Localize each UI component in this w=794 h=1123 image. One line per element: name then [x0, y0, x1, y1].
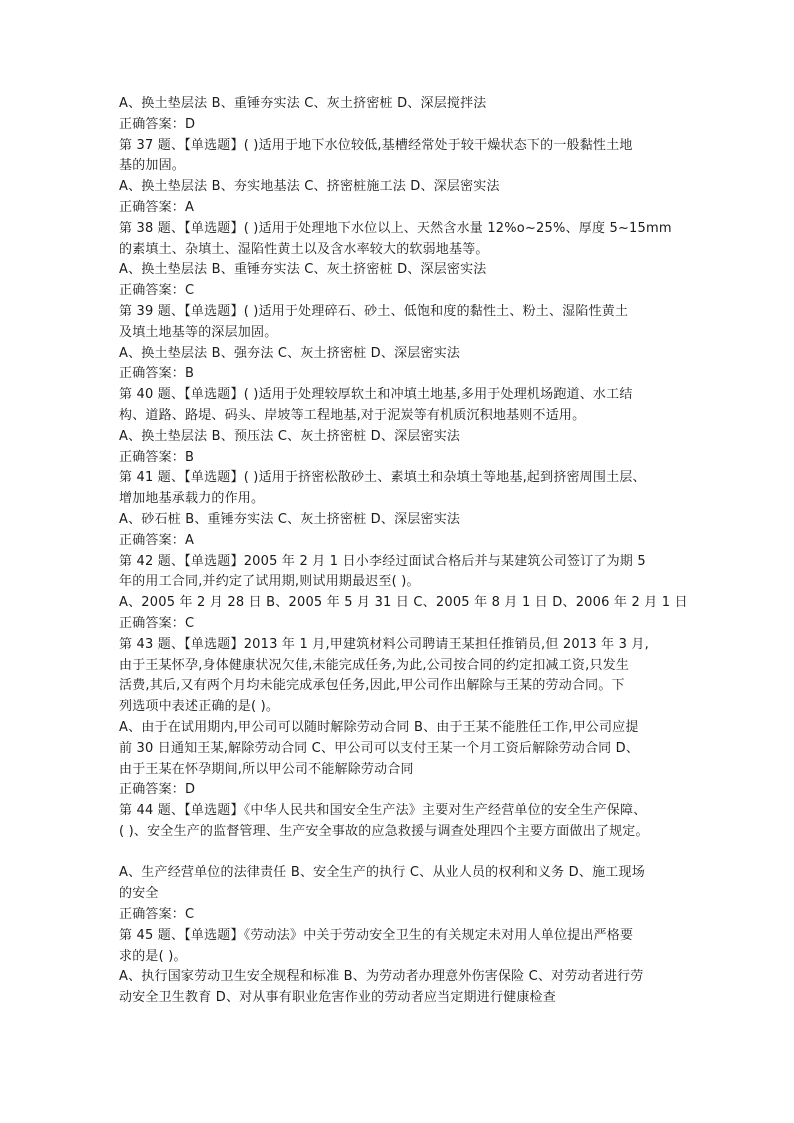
- question-line: 第 43 题、【单选题】2013 年 1 月,甲建筑材料公司聘请王某担任推销员,但 2013 年 3 月,: [119, 636, 649, 652]
- options-line: A、2005 年 2 月 28 日 B、2005 年 5 月 31 日 C、2005 年 8 月 1 日 D、2006 年 2 月 1 日: [119, 595, 688, 611]
- text-line: 的安全: [119, 886, 159, 902]
- text-line: 及填土地基等的深层加固。: [119, 324, 278, 340]
- question-line: 第 38 题、【单选题】( )适用于处理地下水位以上、天然含水量 12%o~25%、厚度 5~15mm: [119, 220, 672, 236]
- answer-line: 正确答案：A: [119, 199, 195, 215]
- text-line: 年的用工合同,并约定了试用期,则试用期最迟至( )。: [119, 574, 420, 590]
- options-line: A、换土垫层法 B、夯实地基法 C、挤密桩施工法 D、深层密实法: [119, 179, 500, 195]
- question-line: 第 37 题、【单选题】( )适用于地下水位较低,基槽经常处于较干燥状态下的一般黏性土地: [119, 137, 633, 153]
- text-line: 列选项中表述正确的是( )。: [119, 699, 280, 715]
- answer-line: 正确答案：C: [119, 615, 195, 631]
- text-line: 增加地基承载力的作用。: [119, 491, 265, 507]
- answer-line: 正确答案：D: [119, 116, 196, 132]
- question-line: 第 39 题、【单选题】( )适用于处理碎石、砂土、低饱和度的黏性土、粉土、湿陷性黄土: [119, 303, 629, 319]
- answer-line: 正确答案：D: [119, 782, 196, 798]
- text-line: 的素填土、杂填土、湿陷性黄土以及含水率较大的软弱地基等。: [119, 241, 489, 257]
- text-line: 动安全卫生教育 D、对从事有职业危害作业的劳动者应当定期进行健康检查: [119, 990, 556, 1006]
- question-line: 第 40 题、【单选题】( )适用于处理较厚软土和冲填土地基,多用于处理机场跑道、水工结: [119, 387, 633, 403]
- answer-line: 正确答案：A: [119, 532, 195, 548]
- blank-line: [119, 843, 694, 864]
- options-line: A、换土垫层法 B、预压法 C、灰土挤密桩 D、深层密实法: [119, 428, 461, 444]
- options-line: A、换土垫层法 B、重锤夯实法 C、灰土挤密桩 D、深层搅拌法: [119, 96, 487, 111]
- options-line: A、换土垫层法 B、强夯法 C、灰土挤密桩 D、深层密实法: [119, 345, 461, 361]
- question-line: 第 45 题、【单选题】《劳动法》中关于劳动安全卫生的有关规定未对用人单位提出严格要: [119, 927, 634, 943]
- text-line: 前 30 日通知王某,解除劳动合同 C、甲公司可以支付王某一个月工资后解除劳动合同 D、: [119, 740, 640, 756]
- answer-line: 正确答案：C: [119, 907, 195, 923]
- text-line: 构、道路、路堤、码头、岸坡等工程地基,对于泥炭等有机质沉积地基则不适用。: [119, 407, 586, 423]
- text-line: 基的加固。: [119, 158, 186, 174]
- question-line: 第 41 题、【单选题】( )适用于挤密松散砂土、素填土和杂填土等地基,起到挤密周围土层、: [119, 470, 646, 486]
- document-body: [119, 94, 694, 1009]
- question-line: 第 42 题、【单选题】2005 年 2 月 1 日小李经过面试合格后并与某建筑公司签订了为期 5: [119, 553, 646, 569]
- answer-line: 正确答案：B: [119, 366, 195, 382]
- options-line: A、换土垫层法 B、重锤夯实法 C、灰土挤密桩 D、深层密实法: [119, 262, 487, 278]
- text-line: 活费,其后,又有两个月均未能完成承包任务,因此,甲公司作出解除与王某的劳动合同。下: [119, 678, 625, 694]
- text-line: 由于王某在怀孕期间,所以甲公司不能解除劳动合同: [119, 761, 414, 777]
- answer-line: 正确答案：B: [119, 449, 195, 465]
- options-line: A、由于在试用期内,甲公司可以随时解除劳动合同 B、由于王某不能胜任工作,甲公司应提: [119, 719, 639, 735]
- options-line: A、砂石桩 B、重锤夯实法 C、灰土挤密桩 D、深层密实法: [119, 511, 461, 527]
- options-line: A、执行国家劳动卫生安全规程和标准 B、为劳动者办理意外伤害保险 C、对劳动者进行劳: [119, 969, 644, 985]
- answer-line: 正确答案：C: [119, 283, 195, 299]
- text-line: ( )、安全生产的监督管理、生产安全事故的应急救援与调查处理四个主要方面做出了规定。: [119, 823, 649, 839]
- question-line: 第 44 题、【单选题】《中华人民共和国安全生产法》主要对生产经营单位的安全生产保障、: [119, 803, 647, 819]
- text-line: 求的是( )。: [119, 948, 187, 964]
- options-line: A、生产经营单位的法律责任 B、安全生产的执行 C、从业人员的权利和义务 D、施工现场: [119, 865, 645, 881]
- text-line: 由于王某怀孕,身体健康状况欠佳,未能完成任务,为此,公司按合同的约定扣减工资,只发生: [119, 657, 630, 673]
